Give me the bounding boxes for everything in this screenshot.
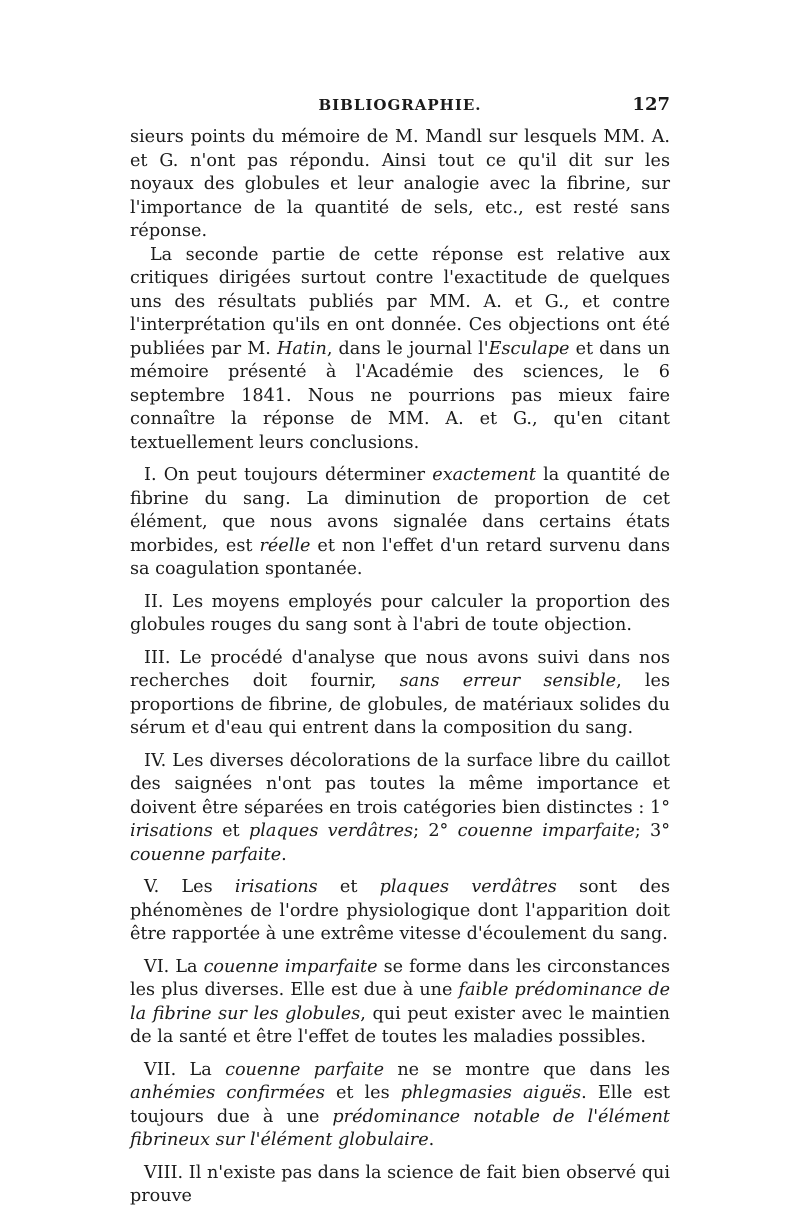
page-header xyxy=(130,96,670,122)
conclusion-viii: VIII. Il n'existe pas dans la science de fait bien observé qui prouve xyxy=(130,1162,670,1206)
conclusion-iii: III. Le procédé d'analyse que nous avons suivi dans nos recherches doit fournir, sans erreur sensible, les proportions de fibrine, de globules, de matériaux solides du sérum et d'eau qui entrent dans la composition du sang. xyxy=(130,647,670,738)
paragraph-second-part: La seconde partie de cette réponse est relative aux critiques dirigées surtout contre l'exactitude de quelques uns des résultats publiés par MM. A. et G., et contre l'interprétation qu'ils en ont donnée. Ces objections ont été publiées par M. Hatin, dans le journal l'Esculape et dans un mémoire présenté à l'Académie des sciences, le 6 septembre 1841. Nous ne pourrions pas mieux faire connaître la réponse de MM. A. et G., qu'en citant textuellement leurs conclusions. xyxy=(130,244,670,453)
conclusion-vii: VII. La couenne parfaite ne se montre que dans les anhémies confirmées et les phlegmasies aiguës. Elle est toujours due à une prédominance notable de l'élément fibrineux sur l'élément globulaire. xyxy=(130,1059,670,1150)
conclusion-i: I. On peut toujours déterminer exactement la quantité de fibrine du sang. La diminution de proportion de cet élément, que nous avons signalée dans certains états morbides, est réelle et non l'effet d'un retard survenu dans sa coagulation spontanée. xyxy=(130,465,671,579)
body-text xyxy=(130,126,670,1209)
page-number: 127 xyxy=(632,94,670,115)
paragraph-continuation: sieurs points du mémoire de M. Mandl sur lesquels MM. A. et G. n'ont pas répondu. Ainsi tout ce qu'il dit sur les noyaux des globules et leur analogie avec la fibrine, sur l'importance de la quantité de sels, etc., est resté sans réponse. xyxy=(130,127,670,241)
running-title: BIBLIOGRAPHIE. xyxy=(318,96,482,114)
conclusion-v: V. Les irisations et plaques verdâtres sont des phénomènes de l'ordre physiologique dont l'apparition doit être rapportée à une extrême vitesse d'écoulement du sang. xyxy=(130,877,671,944)
conclusion-vi: VI. La couenne imparfaite se forme dans les circonstances les plus diverses. Elle est due à une faible prédominance de la fibrine sur les globules, qui peut exister avec le maintien de la santé et être l'effet de toutes les maladies possibles. xyxy=(130,956,670,1047)
conclusion-ii: II. Les moyens employés pour calculer la proportion des globules rouges du sang sont à l'abri de toute objection. xyxy=(130,591,670,635)
conclusion-iv: IV. Les diverses décolorations de la surface libre du caillot des saignées n'ont pas toutes la même importance et doivent être séparées en trois catégories bien distinctes : 1° irisations et plaques verdâtres; 2° couenne imparfaite; 3° couenne parfaite. xyxy=(130,750,670,865)
